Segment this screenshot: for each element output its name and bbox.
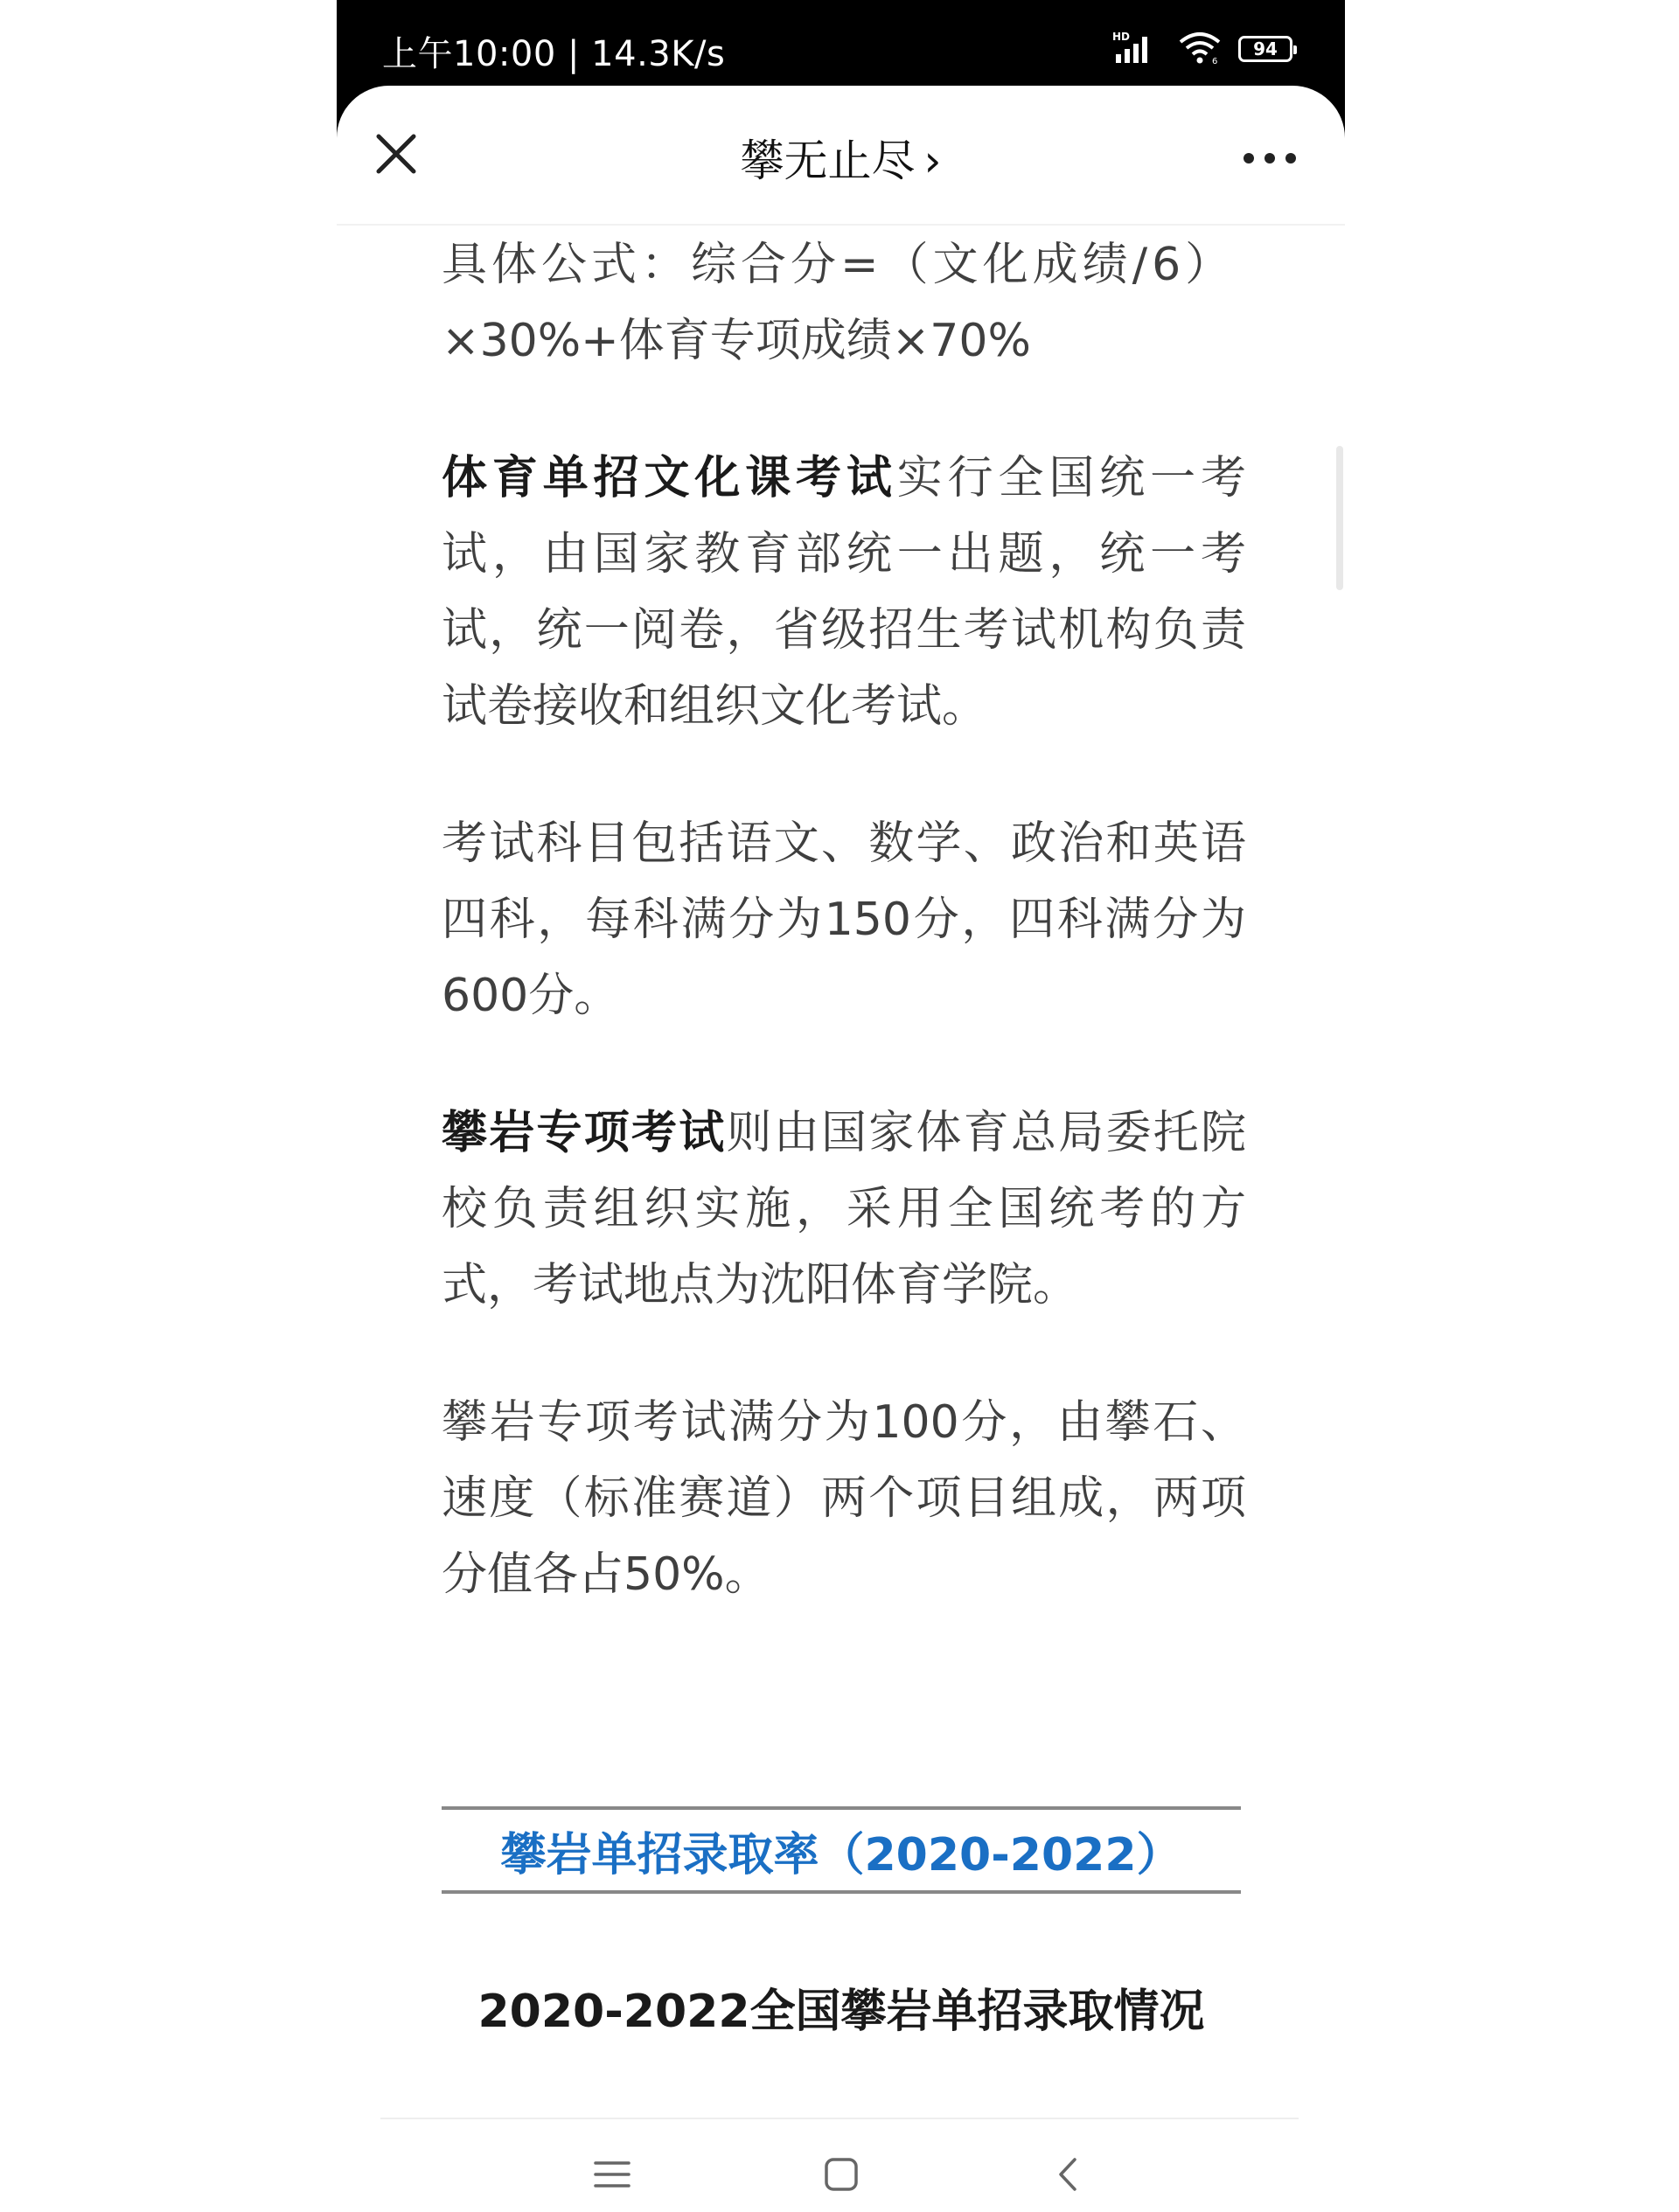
paragraph-climbing-exam — [442, 1096, 1246, 1324]
section-header — [442, 1806, 1241, 1894]
battery-level: 94 — [1253, 38, 1278, 59]
system-nav-bar — [337, 2119, 1345, 2212]
more-dot — [1244, 153, 1254, 163]
paragraph-culture-exam — [442, 441, 1246, 745]
signal-icon — [1112, 30, 1161, 68]
account-name: 攀无止尽 — [740, 136, 916, 186]
article-body — [442, 227, 1246, 1613]
home-icon[interactable] — [819, 2153, 863, 2196]
status-time-speed: 上午10:00 | 14.3K/s — [382, 34, 726, 74]
svg-text:6: 6 — [1212, 57, 1218, 65]
more-dot — [1285, 153, 1296, 163]
top-navbar — [337, 86, 1345, 226]
battery-icon — [1238, 36, 1292, 62]
more-dot — [1264, 153, 1275, 163]
paragraph-text: 实行全国统一考试，由国家教育部统一出题，统一考试，统一阅卷，省级招生考试机构负责试卷接收和组织文化考试。 — [442, 452, 1246, 733]
back-icon[interactable] — [1047, 2153, 1090, 2196]
formula-line-2: ×30%+体育专项成绩×70% — [442, 315, 1031, 367]
hd-label: HD — [1112, 31, 1131, 43]
chevron-right-icon: › — [923, 136, 942, 186]
paragraph-bold-lead: 体育单招文化课考试 — [442, 452, 897, 504]
section-title: 攀岩单招录取率（2020-2022） — [500, 1828, 1182, 1882]
paragraph-text: 则由国家体育总局委托院校负责组织实施，采用全国统考的方式，考试地点为沈阳体育学院。 — [442, 1107, 1246, 1311]
formula-line-1: 具体公式：综合分=（文化成绩/6） — [442, 239, 1236, 291]
menu-icon[interactable] — [590, 2153, 634, 2196]
paragraph-scoring: 攀岩专项考试满分为100分，由攀石、速度（标准赛道）两个项目组成，两项分值各占50%。 — [442, 1396, 1246, 1601]
status-icons — [1112, 30, 1292, 68]
phone-screen — [337, 0, 1345, 2212]
more-icon[interactable] — [1244, 152, 1296, 164]
sub-title: 2020-2022全国攀岩单招录取情况 — [477, 1986, 1205, 2038]
paragraph-bold-lead: 攀岩专项考试 — [442, 1107, 727, 1159]
scrollbar[interactable] — [1336, 446, 1343, 590]
paragraph-subjects: 考试科目包括语文、数学、政治和英语四科，每科满分为150分，四科满分为600分。 — [442, 817, 1246, 1022]
account-title[interactable] — [337, 126, 1345, 189]
wifi-icon — [1177, 30, 1223, 68]
